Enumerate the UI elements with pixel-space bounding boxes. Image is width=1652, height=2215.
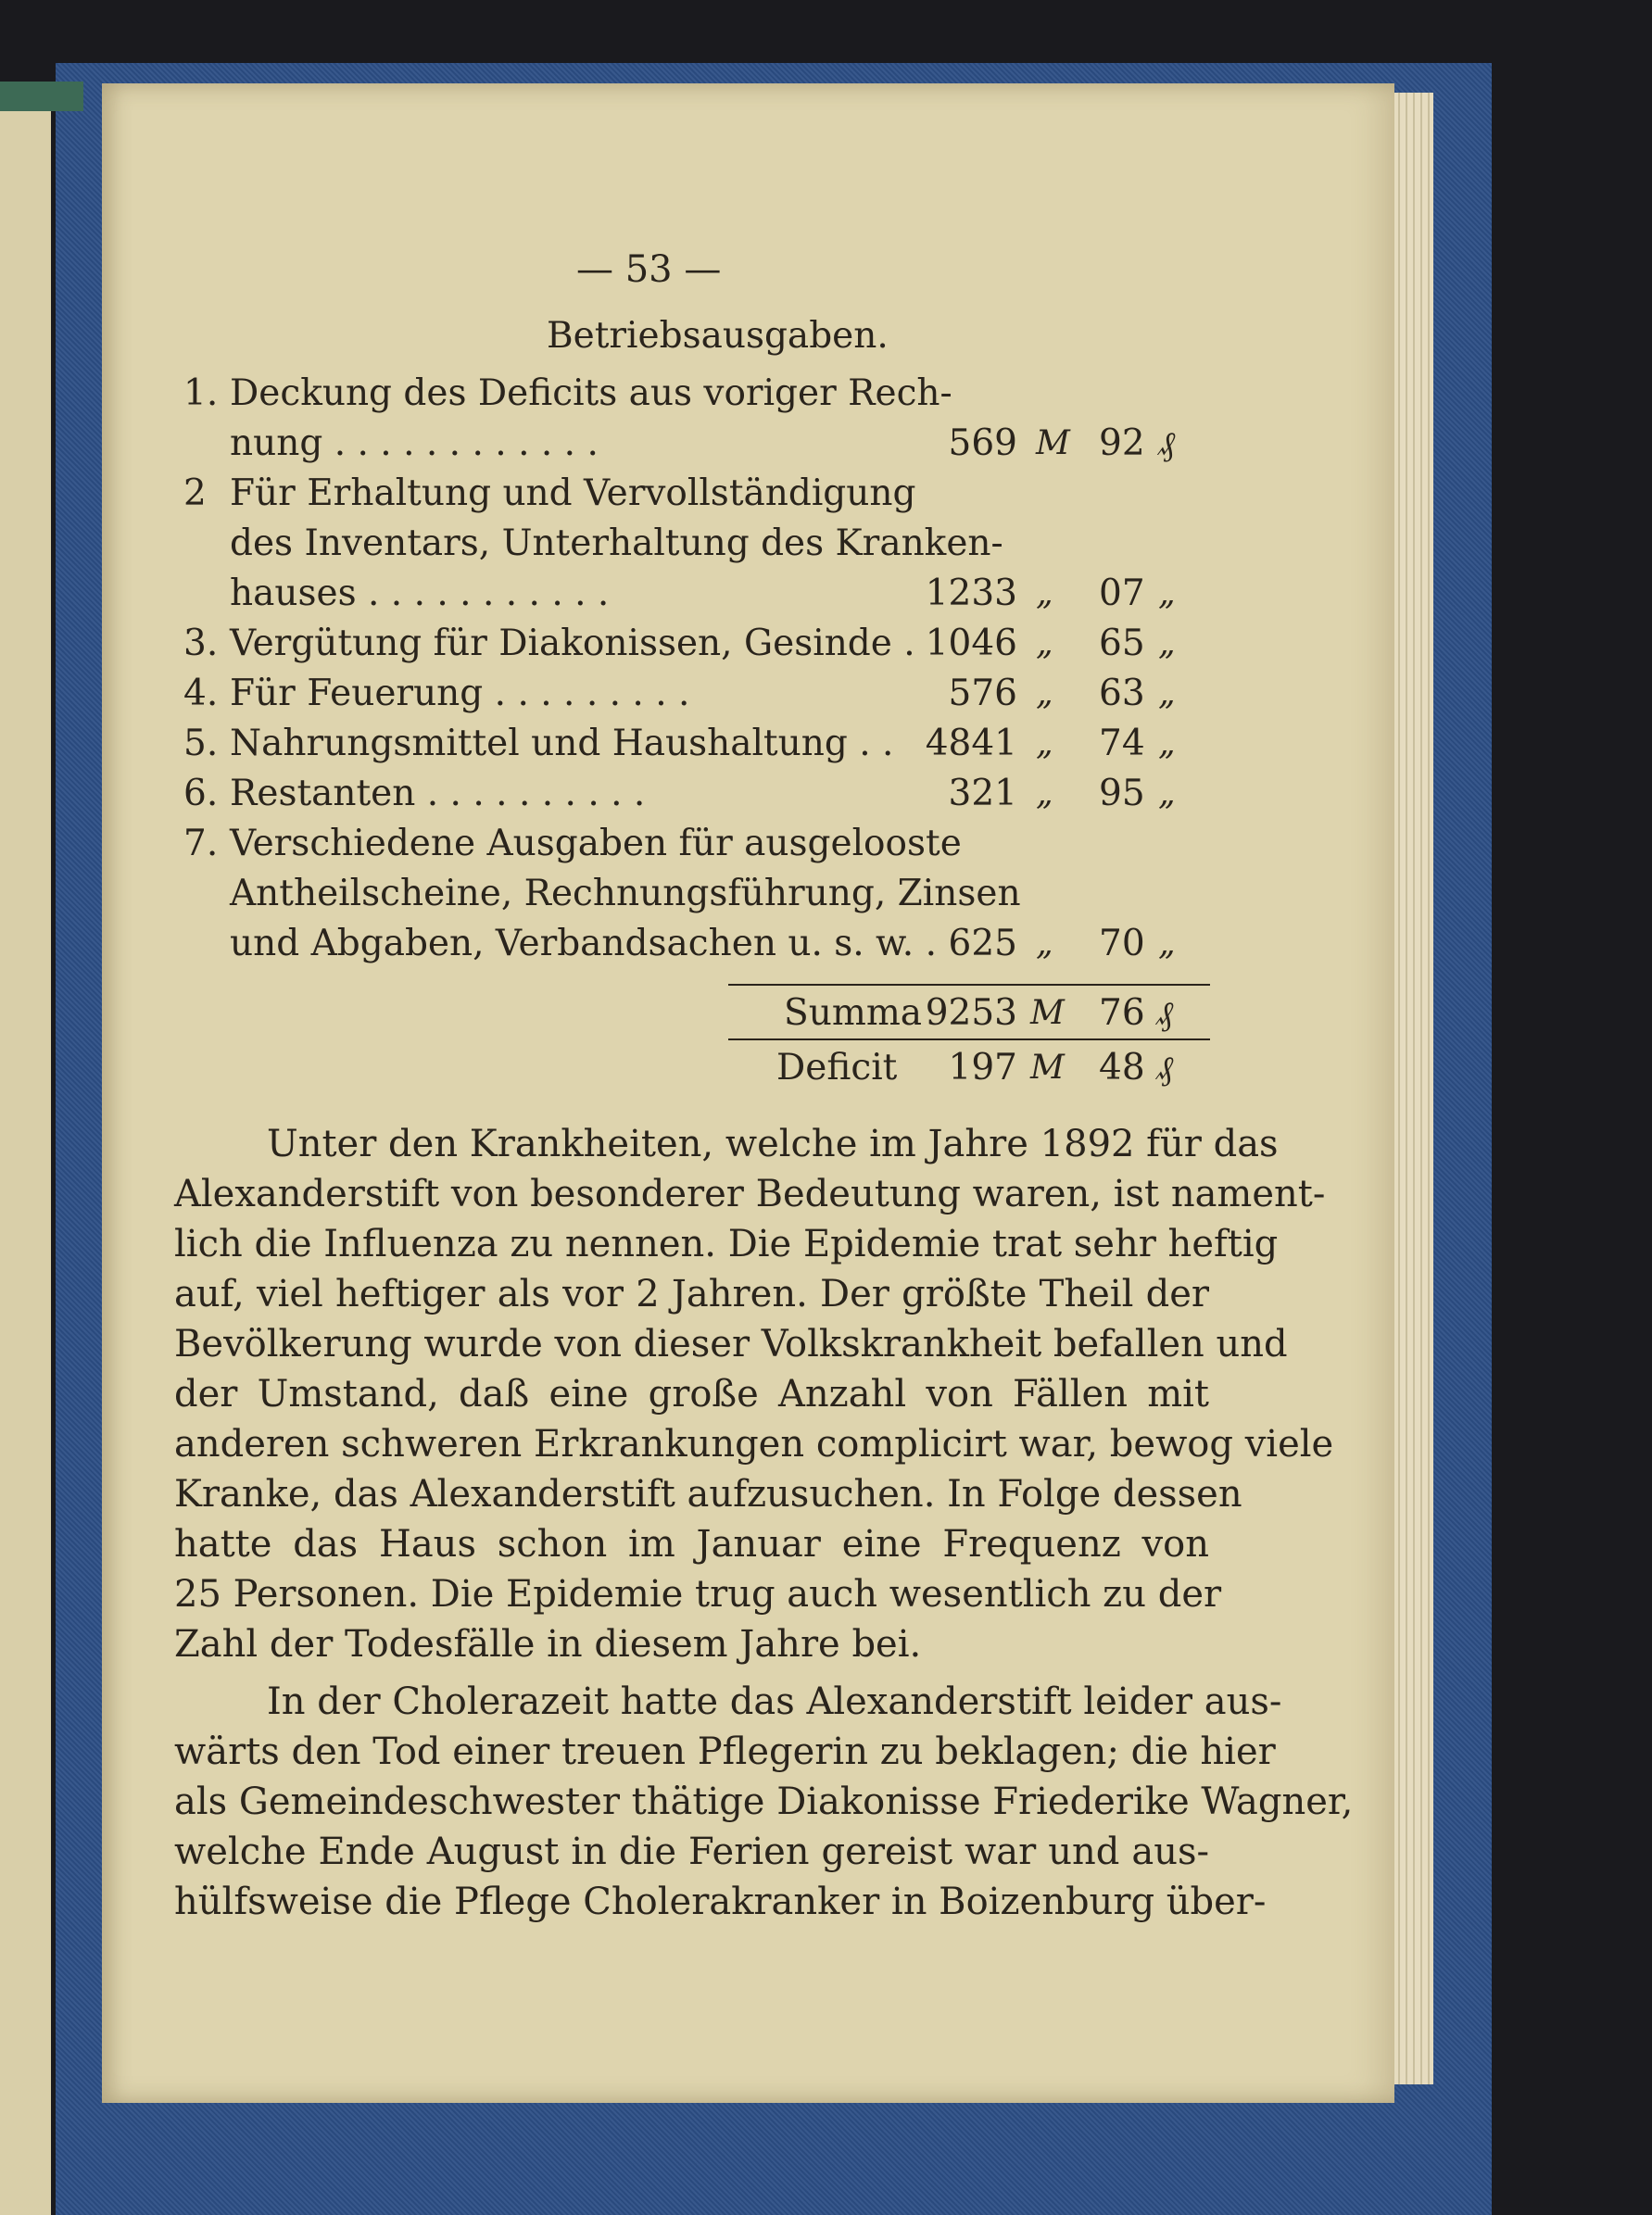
- item-pfennig-unit: „: [1158, 724, 1176, 762]
- paragraph-line: wärts den Tod einer treuen Pflegerin zu beklagen; die hier: [174, 1730, 1276, 1773]
- sum-rule: [728, 984, 1210, 986]
- item-pfennig-amount: 63: [1099, 673, 1145, 714]
- deficit-mark: 197: [948, 1047, 1017, 1089]
- binding-strip: [0, 82, 83, 111]
- item-mark-amount: 321: [948, 773, 1017, 814]
- item-pfennig-amount: 70: [1099, 923, 1145, 964]
- paragraph-line: Bevölkerung wurde von dieser Volkskrankheit befallen und: [174, 1323, 1288, 1365]
- item-mark-amount: 576: [948, 673, 1017, 714]
- paragraph-line: anderen schweren Erkrankungen complicirt war, bewog viele: [174, 1423, 1334, 1466]
- item-mark-unit: „: [1036, 774, 1053, 812]
- item-pfennig-unit: „: [1158, 574, 1176, 612]
- item-number: 5.: [183, 723, 219, 764]
- paragraph-line: welche Ende August in die Ferien gereist war und aus-: [174, 1831, 1209, 1873]
- item-text-line: des Inventars, Unterhaltung des Kranken-: [230, 522, 1003, 564]
- item-mark-unit: „: [1036, 925, 1053, 963]
- item-text-line: Deckung des Deficits aus voriger Rech-: [230, 372, 952, 414]
- deficit-pf-unit: ₰: [1156, 1050, 1173, 1088]
- item-text-line: Restanten . . . . . . . . . .: [230, 773, 646, 814]
- deficit-label: Deficit: [776, 1047, 898, 1089]
- item-mark-unit: „: [1036, 674, 1053, 712]
- paragraph-line: Alexanderstift von besonderer Bedeutung waren, ist nament-: [174, 1173, 1326, 1215]
- item-number: 7.: [183, 823, 219, 864]
- item-pfennig-amount: 65: [1099, 623, 1145, 664]
- item-text-line: nung . . . . . . . . . . . .: [230, 422, 599, 464]
- item-pfennig-unit: „: [1158, 624, 1176, 662]
- summa-pf-unit: ₰: [1156, 995, 1173, 1033]
- deficit-rule: [728, 1038, 1210, 1040]
- item-mark-amount: 625: [948, 923, 1017, 964]
- paragraph-line: auf, viel heftiger als vor 2 Jahren. Der größte Theil der: [174, 1273, 1209, 1315]
- deficit-pf: 48: [1099, 1047, 1145, 1089]
- paragraph-line: hatte das Haus schon im Januar eine Frequenz von: [174, 1523, 1209, 1566]
- item-pfennig-unit: „: [1158, 674, 1176, 712]
- item-number: 3.: [183, 623, 219, 664]
- paragraph-line: lich die Influenza zu nennen. Die Epidemie trat sehr heftig: [174, 1223, 1279, 1265]
- item-text-line: Für Feuerung . . . . . . . . .: [230, 673, 690, 714]
- item-pfennig-amount: 95: [1099, 773, 1145, 814]
- item-number: 1.: [183, 372, 219, 414]
- paragraph-line: In der Cholerazeit hatte das Alexanderstift leider aus-: [267, 1680, 1282, 1723]
- item-text-line: Nahrungsmittel und Haushaltung . .: [230, 723, 894, 764]
- item-mark-unit: „: [1036, 574, 1053, 612]
- summa-pf: 76: [1099, 992, 1145, 1034]
- item-number: 2: [183, 472, 207, 514]
- item-mark-amount: 569: [948, 422, 1017, 464]
- paragraph-line: hülfsweise die Pflege Cholerakranker in Boizenburg über-: [174, 1881, 1267, 1923]
- summa-label: Summa: [784, 992, 923, 1034]
- item-text-line: Für Erhaltung und Vervollständigung: [230, 472, 916, 514]
- left-page-edge: [0, 91, 51, 2215]
- item-mark-unit: M: [1036, 424, 1070, 462]
- item-pfennig-amount: 92: [1099, 422, 1145, 464]
- paragraph-line: 25 Personen. Die Epidemie trug auch wesentlich zu der: [174, 1573, 1222, 1616]
- paragraph-line: als Gemeindeschwester thätige Diakonisse Friederike Wagner,: [174, 1781, 1354, 1823]
- item-text-line: und Abgaben, Verbandsachen u. s. w. .: [230, 923, 937, 964]
- summa-mark: 9253: [925, 992, 1017, 1034]
- deficit-unit: M: [1030, 1049, 1065, 1087]
- item-mark-unit: „: [1036, 724, 1053, 762]
- item-pfennig-unit: „: [1158, 925, 1176, 963]
- item-number: 6.: [183, 773, 219, 814]
- item-pfennig-amount: 74: [1099, 723, 1145, 764]
- item-pfennig-unit: ₰: [1158, 425, 1175, 463]
- item-text-line: Verschiedene Ausgaben für ausgelooste: [230, 823, 962, 864]
- item-number: 4.: [183, 673, 219, 714]
- paragraph-line: Zahl der Todesfälle in diesem Jahre bei.: [174, 1623, 922, 1666]
- item-mark-amount: 1046: [925, 623, 1017, 664]
- paragraph-line: der Umstand, daß eine große Anzahl von Fällen mit: [174, 1373, 1209, 1416]
- item-pfennig-amount: 07: [1099, 573, 1145, 614]
- item-text-line: hauses . . . . . . . . . . .: [230, 573, 610, 614]
- item-mark-unit: „: [1036, 624, 1053, 662]
- item-text-line: Vergütung für Diakonissen, Gesinde .: [230, 623, 915, 664]
- paragraph-line: Kranke, das Alexanderstift aufzusuchen. In Folge dessen: [174, 1473, 1242, 1516]
- paragraph-line: Unter den Krankheiten, welche im Jahre 1892 für das: [267, 1123, 1279, 1165]
- page-number: — 53 —: [576, 248, 722, 291]
- page: [102, 83, 1394, 2103]
- summa-unit: M: [1030, 994, 1065, 1032]
- item-mark-amount: 4841: [925, 723, 1017, 764]
- item-pfennig-unit: „: [1158, 774, 1176, 812]
- section-heading: Betriebsausgaben.: [547, 315, 889, 357]
- item-text-line: Antheilscheine, Rechnungsführung, Zinsen: [230, 873, 1021, 914]
- item-mark-amount: 1233: [925, 573, 1017, 614]
